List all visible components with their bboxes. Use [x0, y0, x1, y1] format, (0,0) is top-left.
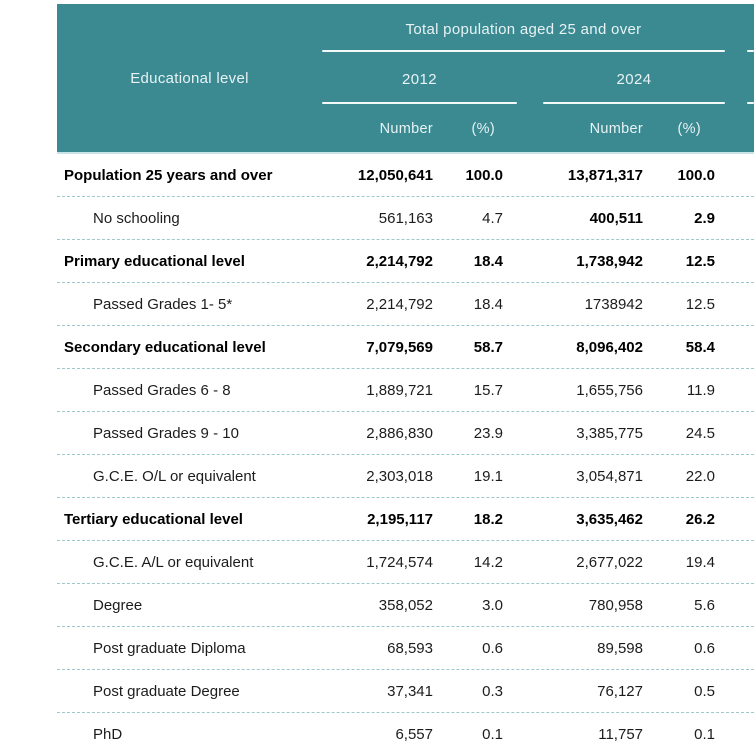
cell-number-2024: 1738942	[584, 295, 643, 313]
cell-number-2012: 358,052	[378, 596, 433, 614]
table-row	[57, 154, 754, 197]
row-label: Passed Grades 9 - 10	[93, 424, 239, 442]
cell-number-2024: 89,598	[597, 639, 643, 657]
cell-pct-2024: 22.0	[685, 467, 715, 485]
table-row	[57, 670, 754, 713]
cell-pct-2012: 100.0	[465, 166, 503, 184]
column-header-year-2024: 2024	[616, 70, 652, 88]
table-row	[57, 584, 754, 627]
cell-pct-2024: 19.4	[685, 553, 715, 571]
header-rule-total	[322, 50, 725, 52]
cell-number-2012: 561,163	[378, 209, 433, 227]
table-row	[57, 498, 754, 541]
cell-pct-2012: 58.7	[473, 338, 503, 356]
cell-pct-2012: 18.2	[473, 510, 503, 528]
row-label: PhD	[93, 725, 123, 743]
cell-pct-2024: 0.1	[694, 725, 715, 743]
header-rule-total-fragment	[747, 50, 754, 52]
header-rule-2012	[322, 102, 517, 104]
table-row	[57, 369, 754, 412]
cell-pct-2024: 0.6	[694, 639, 715, 657]
cell-number-2024: 76,127	[597, 682, 643, 700]
header-rule-next-column-fragment	[747, 102, 754, 104]
cell-number-2024: 11,757	[598, 725, 643, 743]
cell-pct-2012: 0.1	[482, 725, 503, 743]
cell-number-2012: 2,214,792	[366, 295, 433, 313]
subheader-number-2012: Number	[379, 121, 433, 137]
subheader-pct-2012: (%)	[471, 121, 495, 137]
row-label: Population 25 years and over	[64, 166, 273, 184]
subheader-row	[57, 114, 754, 144]
cell-number-2012: 37,341	[387, 682, 433, 700]
cell-pct-2024: 26.2	[685, 510, 715, 528]
table-body	[57, 152, 754, 753]
row-label: Primary educational level	[64, 252, 245, 270]
cell-number-2024: 3,635,462	[576, 510, 643, 528]
cell-pct-2012: 0.6	[482, 639, 503, 657]
row-label: Post graduate Diploma	[93, 639, 246, 657]
cell-number-2012: 2,214,792	[366, 252, 433, 270]
cell-number-2024: 1,738,942	[576, 252, 643, 270]
cell-pct-2012: 0.3	[482, 682, 503, 700]
cell-pct-2012: 14.2	[473, 553, 503, 571]
cell-pct-2012: 18.4	[473, 295, 503, 313]
cell-number-2024: 780,958	[588, 596, 643, 614]
table-header	[57, 4, 754, 152]
cell-number-2012: 2,886,830	[366, 424, 433, 442]
cell-number-2024: 1,655,756	[576, 381, 643, 399]
cell-pct-2024: 58.4	[685, 338, 715, 356]
cell-pct-2012: 15.7	[473, 381, 503, 399]
row-label: No schooling	[93, 209, 180, 227]
education-statistics-table	[57, 4, 754, 753]
table-row	[57, 627, 754, 670]
row-label: G.C.E. O/L or equivalent	[93, 467, 256, 485]
table-row	[57, 412, 754, 455]
cell-number-2012: 68,593	[387, 639, 433, 657]
table-row	[57, 713, 754, 753]
header-rule-2024	[543, 102, 725, 104]
cell-pct-2024: 24.5	[685, 424, 715, 442]
table-row	[57, 455, 754, 498]
cell-number-2024: 3,385,775	[576, 424, 643, 442]
row-label: Passed Grades 6 - 8	[93, 381, 231, 399]
row-label: Passed Grades 1- 5*	[93, 295, 233, 313]
cell-pct-2024: 12.5	[685, 252, 715, 270]
row-label: G.C.E. A/L or equivalent	[93, 553, 254, 571]
column-group-title: Total population aged 25 and over	[405, 20, 642, 38]
cell-pct-2012: 18.4	[473, 252, 503, 270]
row-label: Tertiary educational level	[64, 510, 243, 528]
table-row	[57, 283, 754, 326]
subheader-pct-2024: (%)	[677, 121, 701, 137]
table-row	[57, 240, 754, 283]
cell-pct-2024: 2.9	[694, 209, 715, 227]
cell-pct-2024: 12.5	[685, 295, 715, 313]
cell-pct-2012: 19.1	[473, 467, 503, 485]
row-label: Degree	[93, 596, 143, 614]
row-label: Post graduate Degree	[93, 682, 240, 700]
table-row	[57, 326, 754, 369]
table-row	[57, 541, 754, 584]
table-row	[57, 197, 754, 240]
cell-pct-2012: 23.9	[473, 424, 503, 442]
cell-number-2024: 3,054,871	[576, 467, 643, 485]
cell-number-2012: 12,050,641	[357, 166, 433, 184]
column-header-educational-level: Educational level	[130, 69, 249, 87]
cell-number-2024: 8,096,402	[576, 338, 643, 356]
cell-number-2024: 13,871,317	[567, 166, 643, 184]
cell-number-2012: 1,889,721	[366, 381, 433, 399]
cell-pct-2024: 5.6	[694, 596, 715, 614]
subheader-number-2024: Number	[589, 121, 643, 137]
cell-pct-2012: 3.0	[482, 596, 503, 614]
cell-number-2024: 2,677,022	[576, 553, 643, 571]
cell-pct-2012: 4.7	[482, 209, 503, 227]
cell-number-2012: 6,557	[395, 725, 433, 743]
cell-number-2012: 2,195,117	[367, 510, 433, 528]
cell-number-2024: 400,511	[589, 209, 643, 227]
column-header-year-2012: 2012	[402, 70, 437, 88]
cell-pct-2024: 11.9	[686, 381, 715, 399]
cell-number-2012: 7,079,569	[366, 338, 433, 356]
cell-number-2012: 2,303,018	[366, 467, 433, 485]
cell-pct-2024: 100.0	[677, 166, 715, 184]
cell-pct-2024: 0.5	[694, 682, 715, 700]
row-label: Secondary educational level	[64, 338, 266, 356]
cell-number-2012: 1,724,574	[366, 553, 433, 571]
